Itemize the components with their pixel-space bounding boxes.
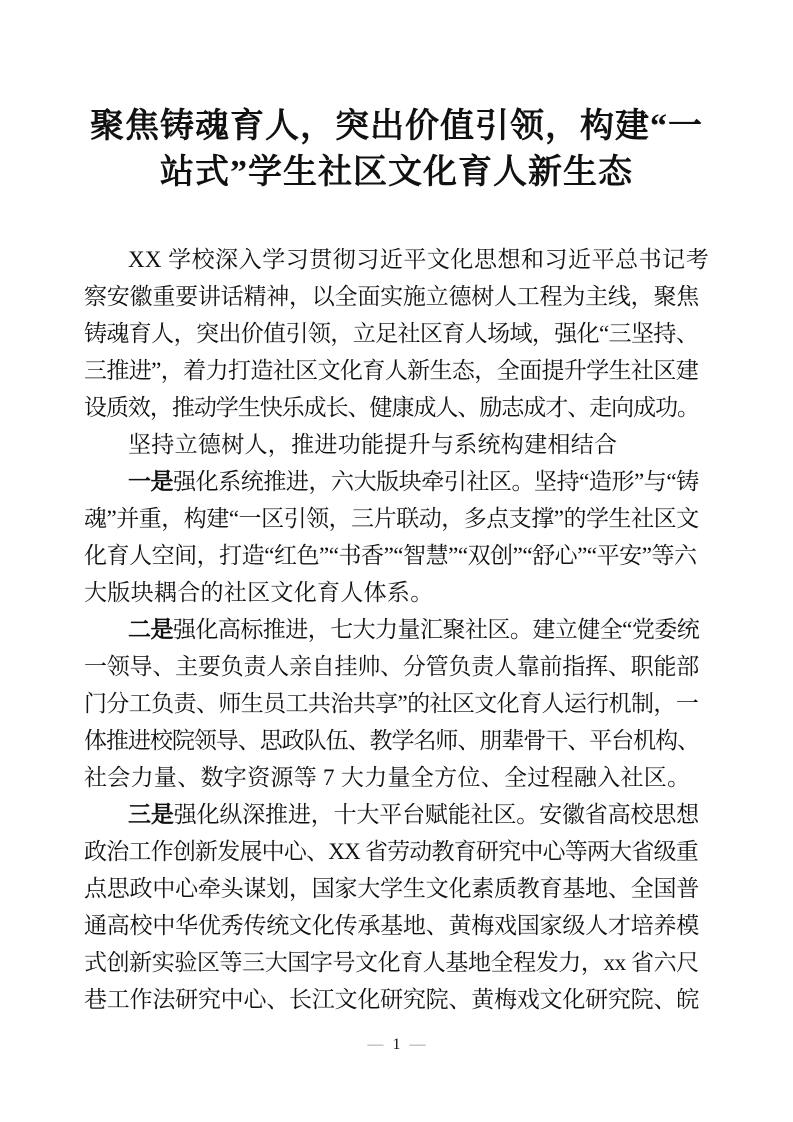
paragraph-line: 政治工作创新发展中心、XX 省劳动教育研究中心等两大省级重 bbox=[84, 839, 698, 864]
paragraph-line: 铸魂育人，突出价值引领，立足社区育人场域，强化“三坚持、 bbox=[84, 321, 699, 346]
page-footer bbox=[0, 1034, 793, 1056]
paragraph-line: 一领导、主要负责人亲自挂帅、分管负责人靠前指挥、职能部 bbox=[84, 654, 700, 679]
paragraph-line: 门分工负责、师生员工共治共享”的社区文化育人运行机制，一 bbox=[84, 691, 699, 716]
paragraph-line: 魂”并重，构建“一区引领，三片联动，多点支撑”的学生社区文 bbox=[84, 506, 699, 531]
footer-dash: — bbox=[409, 1036, 426, 1053]
paragraph-line: 设质效，推动学生快乐成长、健康成人、励志成才、走向成功。 bbox=[84, 395, 700, 420]
paragraph-line: 化育人空间，打造“红色”“书香”“智慧”“双创”“舒心”“平安”等六 bbox=[84, 543, 697, 568]
paragraph-line: 三推进”，着力打造社区文化育人新生态，全面提升学生社区建 bbox=[84, 358, 699, 383]
title-line: 聚焦铸魂育人，突出价值引领，构建“一 bbox=[90, 108, 703, 145]
paragraph-text: 强化系统推进，六大版块牵引社区。坚持“造形”与“铸 bbox=[173, 469, 699, 494]
paragraph-line bbox=[84, 463, 709, 500]
paragraph-lead: 三是 bbox=[128, 802, 174, 827]
paragraph-line: 点思政中心牵头谋划，国家大学生文化素质教育基地、全国普 bbox=[84, 876, 700, 901]
footer-dash: — bbox=[367, 1036, 384, 1053]
paragraph-line: 式创新实验区等三大国字号文化育人基地全程发力，xx 省六尺 bbox=[84, 950, 699, 975]
paragraph-line: 大版块耦合的社区文化育人体系。 bbox=[84, 580, 434, 605]
paragraph-lead: 二是 bbox=[128, 617, 173, 642]
paragraph-line: XX 学校深入学习贯彻习近平文化思想和习近平总书记考 bbox=[128, 247, 709, 272]
paragraph-text: 强化高标推进，七大力量汇聚社区。建立健全“党委统 bbox=[172, 617, 700, 642]
paragraph-line: 体推进校院领导、思政队伍、教学名师、朋辈骨干、平台机构、 bbox=[84, 728, 700, 753]
section-subheading: 坚持立德树人，推进功能提升与系统构建相结合 bbox=[128, 432, 618, 457]
paragraph-lead: 一是 bbox=[128, 469, 174, 494]
paragraph-line: 通高校中华优秀传统文化传承基地、黄梅戏国家级人才培养模 bbox=[84, 913, 700, 938]
title-line: 站式”学生社区文化育人新生态 bbox=[160, 154, 633, 191]
paragraph-line: 社会力量、数字资源等 7 大力量全方位、全过程融入社区。 bbox=[84, 765, 691, 790]
paragraph-text: 强化纵深推进，十大平台赋能社区。安徽省高校思想 bbox=[173, 802, 700, 827]
document-body bbox=[84, 241, 709, 1018]
paragraph-line: 察安徽重要讲话精神，以全面实施立德树人工程为主线，聚焦 bbox=[84, 284, 700, 309]
paragraph-line bbox=[84, 796, 709, 833]
paragraph-line: 巷工作法研究中心、长江文化研究院、黄梅戏文化研究院、皖 bbox=[84, 987, 700, 1012]
document-title bbox=[84, 104, 709, 196]
paragraph-line bbox=[84, 611, 709, 648]
page-number: 1 bbox=[392, 1036, 401, 1053]
